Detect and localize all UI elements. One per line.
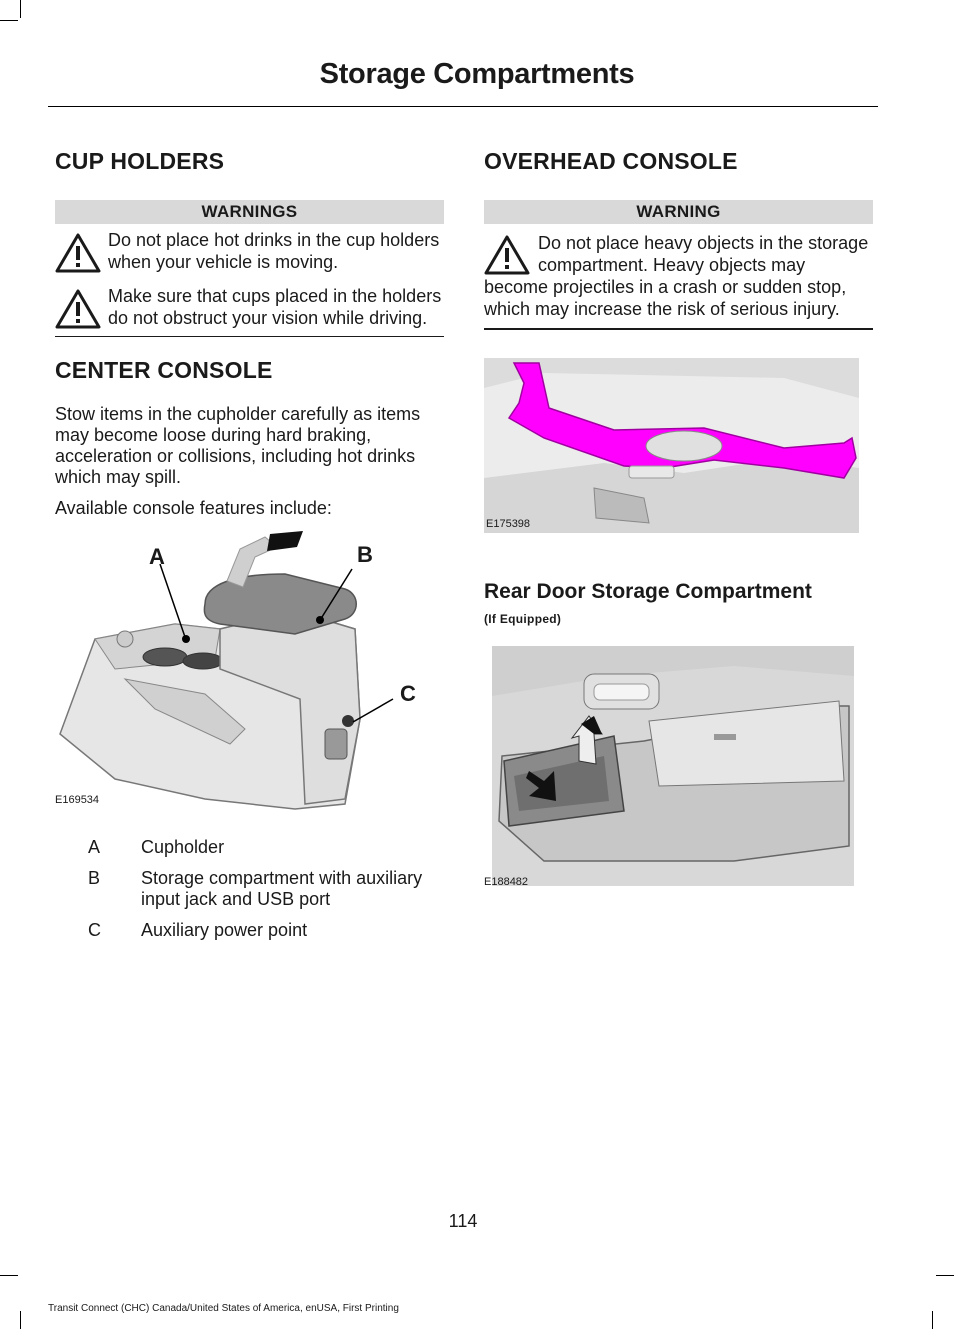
list-desc: Cupholder bbox=[141, 837, 225, 857]
warning-triangle-icon bbox=[55, 233, 101, 273]
warning-triangle-icon bbox=[484, 235, 530, 275]
header-rule bbox=[48, 106, 878, 107]
figure-code: E175398 bbox=[486, 518, 531, 530]
features-intro: Available console features include: bbox=[55, 498, 332, 518]
figure-code: E169534 bbox=[55, 794, 100, 806]
crop-mark bbox=[20, 1311, 21, 1329]
list-key: C bbox=[88, 920, 101, 940]
callout-a: A bbox=[149, 544, 165, 569]
right-column bbox=[484, 140, 873, 896]
warning-text: Make sure that cups placed in the holders do not obstruct your vision while driving. bbox=[108, 286, 442, 328]
list-desc: Auxiliary power point bbox=[141, 920, 308, 940]
center-console-figure bbox=[55, 529, 444, 834]
crop-mark bbox=[0, 1275, 18, 1276]
warning-item bbox=[55, 229, 444, 273]
center-console-paragraph: Stow items in the cupholder carefully as items may become loose during hard braking, acceleration or collisions, including hot drinks which may spill. bbox=[55, 404, 421, 487]
crop-mark bbox=[0, 20, 18, 21]
overhead-console-illustration bbox=[484, 358, 873, 533]
warnings-bar: WARNINGS bbox=[55, 200, 444, 224]
rear-door-heading: Rear Door Storage Compartment bbox=[484, 580, 812, 603]
warning-bar: WARNING bbox=[484, 200, 873, 224]
warning-text: Do not place hot drinks in the cup holders when your vehicle is moving. bbox=[108, 230, 440, 272]
center-console-heading: CENTER CONSOLE bbox=[55, 357, 273, 383]
page-title: Storage Compartments bbox=[319, 58, 635, 90]
list-item bbox=[55, 920, 444, 941]
rear-door-figure bbox=[484, 646, 873, 896]
overhead-console-figure bbox=[484, 358, 873, 558]
list-desc: Storage compartment with auxiliary input jack and USB port bbox=[141, 868, 423, 909]
warning-item bbox=[484, 232, 873, 320]
crop-mark bbox=[936, 1275, 954, 1276]
features-list bbox=[55, 837, 444, 941]
list-key: B bbox=[88, 868, 101, 888]
list-key: A bbox=[88, 837, 101, 857]
figure-code: E188482 bbox=[484, 876, 529, 888]
crop-mark bbox=[20, 0, 21, 18]
left-column bbox=[55, 140, 444, 951]
warning-item bbox=[55, 285, 444, 329]
center-console-illustration bbox=[55, 529, 444, 819]
warning-triangle-icon bbox=[55, 289, 101, 329]
list-item bbox=[55, 837, 444, 858]
callout-b: B bbox=[357, 542, 373, 567]
overhead-console-heading: OVERHEAD CONSOLE bbox=[484, 148, 738, 174]
page-number: 114 bbox=[448, 1211, 478, 1231]
crop-mark bbox=[932, 1311, 933, 1329]
cup-holders-heading: CUP HOLDERS bbox=[55, 148, 225, 174]
footer-text: Transit Connect (CHC) Canada/United States of America, enUSA, First Printing bbox=[48, 1303, 399, 1314]
warning-rule bbox=[484, 328, 873, 330]
rear-door-illustration bbox=[484, 646, 873, 891]
warning-text: Do not place heavy objects in the storage compartment. Heavy objects may become projectiles in a crash or sudden stop, which may increase the risk of serious injury. bbox=[484, 233, 869, 319]
rear-door-subheading: (If Equipped) bbox=[484, 612, 562, 626]
warning-rule bbox=[55, 336, 444, 337]
callout-c: C bbox=[400, 681, 416, 706]
list-item bbox=[55, 868, 444, 910]
